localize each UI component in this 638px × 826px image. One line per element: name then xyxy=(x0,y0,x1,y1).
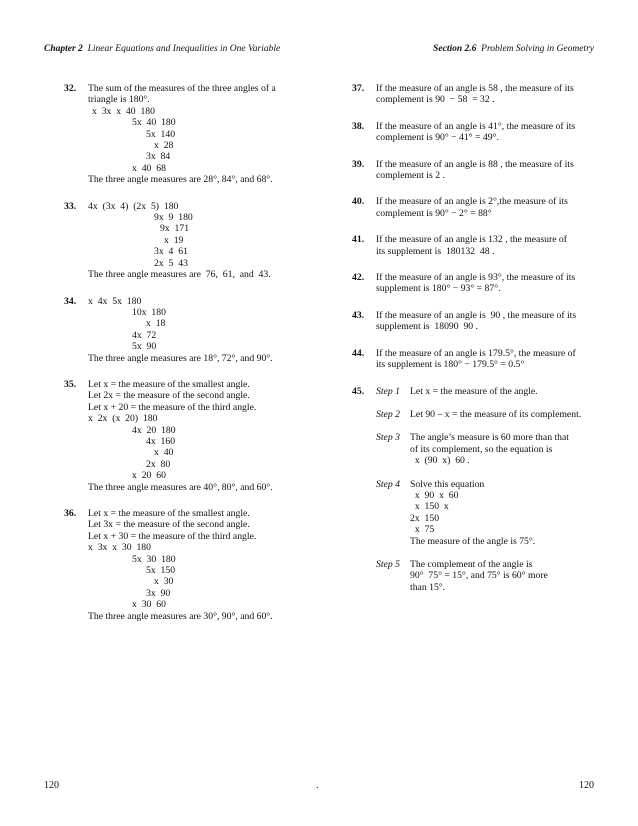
solution-line: 3x 90 xyxy=(146,587,171,599)
solution-line: complement is 90 − 58 = 32 . xyxy=(376,94,495,106)
solution-line: x 19 xyxy=(164,234,184,246)
problem-35 xyxy=(64,379,320,493)
step-text: 2x 150 xyxy=(410,512,440,524)
step-first-line xyxy=(376,432,598,443)
problem-number: 37. xyxy=(352,83,365,94)
step-block xyxy=(376,409,598,420)
step-block xyxy=(376,432,598,466)
solution-line: If the measure of an angle is 58 , the measure of its xyxy=(376,83,574,94)
step-text: Let 90 – x = the measure of its complement. xyxy=(410,408,582,420)
step-label: Step 1 xyxy=(376,385,400,397)
step-label: Step 3 xyxy=(376,432,400,444)
step-text: The measure of the angle is 75°. xyxy=(410,535,536,547)
step-text: of its complement, so the equation is xyxy=(410,443,553,455)
solution-line: If the measure of an angle is 41°, the measure of its xyxy=(376,120,576,132)
step-text: x 75 xyxy=(410,524,435,536)
step-block xyxy=(376,559,598,593)
solution-line: Let x = the measure of the smallest angle. xyxy=(88,378,250,390)
section-title: Problem Solving in Geometry xyxy=(481,44,594,54)
solution-line: 5x 140 xyxy=(146,128,176,140)
solution-line: The three angle measures are 30°, 90°, and 60°. xyxy=(88,610,273,622)
solution-line: x 20 60 xyxy=(132,470,166,482)
problem-33 xyxy=(64,201,320,281)
chapter-label: Chapter 2 xyxy=(44,44,83,54)
solution-line: The sum of the measures of the three angles of a xyxy=(88,83,276,94)
solution-line: 4x 72 xyxy=(132,329,157,341)
solution-line: Let x + 20 = the measure of the third angle. xyxy=(88,401,257,413)
solution-line: supplement is 180° − 93° = 87°. xyxy=(376,283,501,295)
solution-line: Let x + 30 = the measure of the third angle. xyxy=(88,530,257,542)
problem-40 xyxy=(352,196,598,219)
solution-line: 9x 9 180 xyxy=(154,212,193,224)
solution-line: complement is 90° − 2° = 88° xyxy=(376,207,492,219)
solution-line: If the measure of an angle is 90 , the measure of its xyxy=(376,309,577,321)
solution-line: complement is 2 . xyxy=(376,170,445,182)
problem-number: 32. xyxy=(64,83,77,94)
solution-line: 5x 40 180 xyxy=(132,117,176,129)
solution-line: Let 2x = the measure of the second angle. xyxy=(88,390,250,402)
solution-line: The three angle measures are 18°, 72°, and 90°. xyxy=(88,352,273,364)
problem-34 xyxy=(64,296,320,364)
solution-line: supplement is 18090 90 . xyxy=(376,321,478,333)
step-first-line xyxy=(376,479,598,490)
solution-line: If the measure of an angle is 132 , the measure of xyxy=(376,234,567,246)
problem-number: 33. xyxy=(64,200,77,212)
problem-number: 35. xyxy=(64,378,77,390)
solution-line: x 3x x 40 180 xyxy=(92,105,155,117)
solution-line: x 4x 5x 180 xyxy=(88,295,142,307)
solution-line: x 3x x 30 180 xyxy=(88,542,151,554)
step-block xyxy=(376,386,598,397)
solution-line: 4x 160 xyxy=(146,435,176,447)
step-text: The complement of the angle is xyxy=(410,558,533,570)
problem-32 xyxy=(64,83,320,186)
step-label: Step 4 xyxy=(376,478,400,490)
problem-number: 39. xyxy=(352,158,365,170)
step-text: x 150 x xyxy=(410,501,449,513)
solution-line: The three angle measures are 40°, 80°, and 60°. xyxy=(88,481,273,493)
step-text: The angle’s measure is 60 more than that xyxy=(410,432,569,444)
solution-line: 4x 20 180 xyxy=(132,424,176,436)
chapter-title: Linear Equations and Inequalities in One Variable xyxy=(87,44,281,54)
solution-line: x 30 xyxy=(154,576,174,588)
problem-45 xyxy=(352,386,598,594)
solution-line: triangle is 180°. xyxy=(88,94,150,106)
step-text: Solve this equation xyxy=(410,478,485,490)
footer-page-number-right: 120 xyxy=(579,780,594,791)
problem-42 xyxy=(352,272,598,295)
problem-41 xyxy=(352,234,598,257)
solution-line: x 28 xyxy=(154,140,174,152)
page-header xyxy=(44,44,594,58)
step-text: Let x = the measure of the angle. xyxy=(410,385,538,397)
problem-number: 42. xyxy=(352,272,365,284)
step-label: Step 5 xyxy=(376,558,400,570)
problem-43 xyxy=(352,310,598,333)
problem-number: 34. xyxy=(64,295,77,307)
solution-line: 3x 4 61 xyxy=(154,246,188,258)
solution-line: 10x 180 xyxy=(132,306,166,318)
solution-line: x 2x (x 20) 180 xyxy=(88,413,158,425)
solution-line: The three angle measures are 28°, 84°, and 68°. xyxy=(88,174,273,186)
solution-line: The three angle measures are 76, 61, and 43. xyxy=(88,269,271,281)
footer-page-number-left: 120 xyxy=(44,780,59,791)
footer-center-mark: . xyxy=(316,780,319,791)
solution-line: Let 3x = the measure of the second angle. xyxy=(88,519,250,531)
solution-line: x 40 68 xyxy=(132,162,166,174)
solution-line: If the measure of an angle is 88 , the measure of its xyxy=(376,158,574,170)
problem-number: 45. xyxy=(352,385,365,397)
problem-36 xyxy=(64,508,320,622)
left-column xyxy=(64,83,320,637)
step-first-line xyxy=(376,559,598,570)
solution-line: If the measure of an angle is 179.5°, the measure of xyxy=(376,347,576,359)
problem-number: 43. xyxy=(352,309,365,321)
step-text: 90° 75° = 15°, and 75° is 60° more xyxy=(410,570,548,582)
problem-number: 41. xyxy=(352,234,365,246)
solution-line: x 18 xyxy=(146,318,166,330)
chapter-heading xyxy=(44,44,280,54)
problem-37 xyxy=(352,83,598,106)
step-block xyxy=(376,479,598,547)
solution-line: Let x = the measure of the smallest angle. xyxy=(88,508,250,519)
problem-number: 44. xyxy=(352,347,365,359)
solution-line: its supplement is 180132 48 . xyxy=(376,245,495,257)
solution-line: If the measure of an angle is 93°, the measure of its xyxy=(376,272,576,284)
solution-line: 3x 84 xyxy=(146,151,171,163)
problem-44 xyxy=(352,348,598,371)
solution-line: 2x 80 xyxy=(146,458,171,470)
solution-line: 2x 5 43 xyxy=(154,257,188,269)
solution-line: complement is 90° − 41° = 49°. xyxy=(376,132,499,144)
section-heading xyxy=(433,44,594,54)
problem-38 xyxy=(352,121,598,144)
step-first-line xyxy=(376,386,598,397)
problem-number: 40. xyxy=(352,196,365,208)
problem-39 xyxy=(352,159,598,182)
problem-number: 36. xyxy=(64,508,77,519)
step-text: x (90 x) 60 . xyxy=(410,455,470,467)
problem-number: 38. xyxy=(352,120,365,132)
step-text: than 15°. xyxy=(410,581,446,593)
step-first-line xyxy=(376,409,598,420)
right-column xyxy=(352,83,598,608)
solution-line: x 30 60 xyxy=(132,599,166,611)
solution-line: 4x (3x 4) (2x 5) 180 xyxy=(88,200,179,212)
solution-line: 5x 30 180 xyxy=(132,553,176,565)
solution-line: If the measure of an angle is 2°,the measure of its xyxy=(376,196,568,208)
step-text: x 90 x 60 xyxy=(410,489,459,501)
solution-line: x 40 xyxy=(154,447,174,459)
section-label: Section 2.6 xyxy=(433,44,477,54)
solution-line: 5x 90 xyxy=(132,341,157,353)
solution-line: 5x 150 xyxy=(146,565,176,577)
solution-line: 9x 171 xyxy=(160,223,190,235)
solution-line: its supplement is 180° − 179.5° = 0.5° xyxy=(376,359,525,371)
step-label: Step 2 xyxy=(376,408,400,420)
